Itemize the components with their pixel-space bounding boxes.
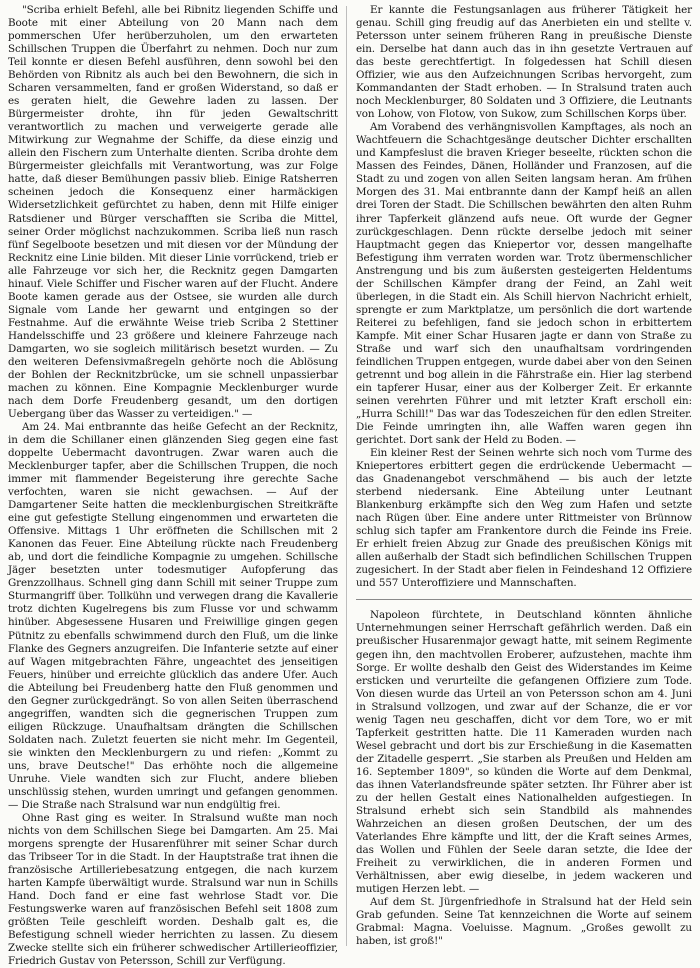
paragraph: Auf dem St. Jürgenfriedhofe in Stralsund hat der Held sein Grab gefunden. Seine Tat kennzeichnen die Worte auf seinem Grabmal: Magna. Voeluisse. Magnum. „Großes gewollt zu haben, ist groß!" [356,896,692,948]
right-bottom-section [356,609,692,948]
right-column [356,4,692,948]
paragraph: Ohne Rast ging es weiter. In Stralsund wußte man noch nichts von dem Schillschen Siege bei Damgarten. Am 25. Mai morgens sprengte der Husarenführer mit seiner Schar durch das Tribseer Tor in die Stadt. In der Hauptstraße trat ihnen die französische Artilleriebesatzung entgegen, die nach kurzem harten Kampfe überwältigt wurde. Stralsund war nun in Schills Hand. Doch fand er eine fast wehrlose Stadt vor. Die Festungswerke waren auf französischen Befehl seit 1808 zum größten Teile geschleift worden. Deshalb galt es, die Befestigung schnell wieder herrichten zu lassen. Zu diesem Zwecke stellte sich ein früherer schwedischer Artillerieoffizier, Friedrich Gustav von Petersson, Schill zur Verfügung. [8,811,338,968]
paragraph: Ein kleiner Rest der Seinen wehrte sich noch vom Turme des Kniepertores erbittert gegen die erdrückende Uebermacht — das Gnadenangebot verschmähend — bis auch der letzte sterbend niedersank. Eine Abteilung unter Leutnant Blankenburg erkämpfte sich den Weg zum Hafen und setzte nach Rügen über. Eine andere unter Rittmeister von Brünnow schlug sich tapfer am Frankentore durch die Feinde ins Freie. Er erhielt freien Abzug zur Gnade des preußischen Königs mit allen außerhalb der Stadt sich befindlichen Schillschen Truppen zugesichert. In der Stadt aber fielen in Feindeshand 12 Offiziere und 557 Unteroffiziere und Mannschaften. [356,447,692,590]
column-divider [346,6,347,946]
paragraph: Am Vorabend des verhängnisvollen Kampftages, als noch an Wachtfeuern die Schachtgesänge deutscher Dichter erschallten und Kampfeslust die braven Krieger beseelte, rückten schon die Massen des Feindes, Dänen, Holländer und Franzosen, auf die Stadt zu und zogen von allen Seiten langsam heran. Am frühen Morgen des 31. Mai entbrannte dann der Kampf heiß an allen drei Toren der Stadt. Die Schillschen bewährten den alten Ruhm ihrer Tapferkeit glänzend aufs neue. Oft wurde der Gegner zurückgeschlagen. Denn rückte derselbe jedoch mit seiner Hauptmacht gegen das Kniepertor vor, dessen mangelhafte Befestigung ihm verraten worden war. Trotz übermenschlicher Anstrengung und bis zum äußersten gesteigerten Heldentums der Schillschen Kämpfer drang der Feind, an Zahl weit überlegen, in die Stadt ein. Als Schill hiervon Nachricht erhielt, sprengte er zum Marktplatze, um persönlich die dort wartende Reiterei zu befehligen, fand sie jedoch schon in erbittertem Kampfe. Mit einer Schar Husaren jagte er dann von Straße zu Straße und warf sich den unaufhaltsam vordringenden feindlichen Truppen entgegen, wurde dabei aber von den Seinen getrennt und bog allein in die Fährstraße ein. Hier lag sterbend ein tapferer Husar, einer aus der Kolberger Zeit. Er erkannte seinen verehrten Führer und mit letzter Kraft erscholl ein: „Hurra Schill!" Das war das Todeszeichen für den edlen Streiter. Die Feinde umringten ihn, alle Waffen waren gegen ihn gerichtet. Dort sank der Held zu Boden. — [356,121,692,447]
paragraph: Am 24. Mai entbrannte das heiße Gefecht an der Recknitz, in dem die Schillaner einen glänzenden Sieg gegen eine fast doppelte Uebermacht davontrugen. Zwar waren auch die Mecklenburger tapfer, aber die Schillschen Truppen, die noch immer mit flammender Begeisterung ihre gerechte Sache verfochten, waren sie nicht gewachsen. — Auf der Damgartener Seite hatten die mecklenburgischen Streitkräfte eine gut gefestigte Stellung eingenommen und erwarteten die Offensive. Mittags 1 Uhr eröffneten die Schillschen mit 2 Kanonen das Feuer. Eine Abteilung rückte nach Freudenberg ab, und dort die feindliche Kompagnie zu umgehen. Schillsche Jäger besetzten unter todesmutiger Aufopferung das Grenzzollhaus. Schnell ging dann Schill mit seiner Truppe zum Sturmangriff über. Tollkühn und verwegen drang die Kavallerie trotz dichten Kugelregens bis zum Flusse vor und schwamm hinüber. Abgesessene Husaren und Freiwillige gingen gegen Pütnitz zu ebenfalls schwimmend durch den Fluß, um die linke Flanke des Gegners anzugreifen. Die Infanterie setzte auf einer auf Wagen mitgebrachten Fähre, ungeachtet des jenseitigen Feuers, hinüber und erreichte glücklich das andere Ufer. Auch die Abteilung bei Freudenberg hatte den Fluß genommen und den Gegner zurückgedrängt. So von allen Seiten überraschend angegriffen, wandten sich die gegnerischen Truppen zum eiligen Rückzuge. Unaufhaltsam drängten die Schillschen Soldaten nach. Zuletzt feuerten sie nicht mehr. Im Gegenteil, sie winkten den Mecklenburgern zu und riefen: „Kommt zu uns, brave Deutsche!" Das erhöhte noch die allgemeine Unruhe. Viele wandten sich zur Flucht, andere blieben unschlüssig stehen, wurden umringt und gefangen genommen. — Die Straße nach Stralsund war nun endgültig frei. [8,421,338,811]
paragraph: "Scriba erhielt Befehl, alle bei Ribnitz liegenden Schiffe und Boote mit einer Abteilung von 20 Mann nach dem pommerschen Ufer herüberzuholen, um den erwarteten Schillschen Truppen die Überfahrt zu nehmen. Doch nur zum Teil konnte er diesen Befehl ausführen, denn sowohl bei den Behörden von Ribnitz als auch bei den Bewohnern, die sich in Scharen versammelten, fand er großen Widerstand, so daß er es geraten hielt, die Gewehre laden zu lassen. Der Bürgermeister drohte, ihn für jeden Gewaltschritt verantwortlich zu machen und verweigerte gerade alle Mitwirkung zur Wegnahme der Schiffe, da diese einzig und allein den Fischern zum Unterhalte dienten. Scriba drohte dem Bürgermeister gleichfalls mit Verantwortung, was zur Folge hatte, daß dieser Bemühungen passiv blieb. Einige Ratsherren scheinen jedoch die Konsequenz einer harmäckigen Widersetzlichkeit gefürchtet zu haben, denn mit Hilfe einiger Ratsdiener und Bürger verschafften sie Scriba die Mittel, seiner Order möglichst nachzukommen. Scriba ließ nun rasch fünf Segelboote besetzen und mit diesen vor der Mündung der Recknitz eine Linie bilden. Mit dieser Linie vorrückend, trieb er alle Fahrzeuge vor sich her, die Recknitz gegen Damgarten hinauf. Viele Schiffer und Fischer waren auf der Flucht. Andere Boote kamen gerade aus der Ostsee, sie wurden alle durch Signale vom Lande her gewarnt und entgingen so der Festnahme. Auf die erwähnte Weise trieb Scriba 2 Stettiner Handelsschiffe und 23 größere und kleinere Fahrzeuge nach Damgarten, wo sie sogleich militärisch besetzt wurden. — Zu den weiteren Defensivmaßregeln gehörte noch die Ablösung der Bohlen der Recknitzbrücke, um sie schnell unpassierbar machen zu können. Eine Kompagnie Mecklenburger wurde nach dem Dorfe Freudenberg gesandt, um den dortigen Uebergang über das Wasser zu verteidigen." — [8,4,338,420]
paragraph: Napoleon fürchtete, in Deutschland könnten ähnliche Unternehmungen seiner Herrschaft gefährlich werden. Daß ein preußischer Husarenmajor gewagt hatte, mit seinem Regimente gegen ihn, den machtvollen Eroberer, aufzustehen, machte ihm Sorge. Er wollte deshalb den Geist des Widerstandes im Keime ersticken und verurteilte die gefangenen Offiziere zum Tode. Von diesen wurde das Urteil an von Petersson schon am 4. Juni in Stralsund vollzogen, und zwar auf der Schanze, die er vor wenig Tagen neu geschaffen, dicht vor dem Tore, wo er mit Tapferkeit gestritten hatte. Die 11 Kameraden wurden nach Wesel gebracht und dort bis zur Erschießung in die Kasematten der Zitadelle gesperrt. „Sie starben als Preußen und Helden am 16. September 1809", so künden die Worte auf dem Denkmal, das ihnen Vaterlandsfreunde später setzten. Ihr Führer aber ist zu der hellen Gestalt eines Nationalhelden aufgestiegen. In Stralsund erhebt sich sein Standbild als mahnendes Wahrzeichen an diesen großen Deutschen, der um des Vaterlandes Ehre kämpfte und litt, der die Kraft seines Armes, das Wollen und Fühlen der Seele daran setzte, die Idee der Freiheit zu verwirklichen, die in anderen Formen und Verhältnissen, aber ewig dieselbe, in jedem wackeren und mutigen Herzen lebt. — [356,609,692,896]
left-column [8,4,338,968]
paragraph: Er kannte die Festungsanlagen aus früherer Tätigkeit her genau. Schill ging freudig auf das Anerbieten ein und stellte v. Petersson unter seinem früheren Rang in preußische Dienste ein. Derselbe hat dann auch das in ihn gesetzte Vertrauen auf das beste gerechtfertigt. In folgedessen hat Schill diesen Offizier, wie aus den Aufzeichnungen Scribas hervorgeht, zum Kommandanten der Stadt erhoben. — In Stralsund traten auch noch Mecklenburger, 80 Soldaten und 3 Offiziere, die Leutnants von Lohow, von Flotow, von Sukow, zum Schillschen Korps über. [356,4,692,121]
section-separator [356,599,692,600]
